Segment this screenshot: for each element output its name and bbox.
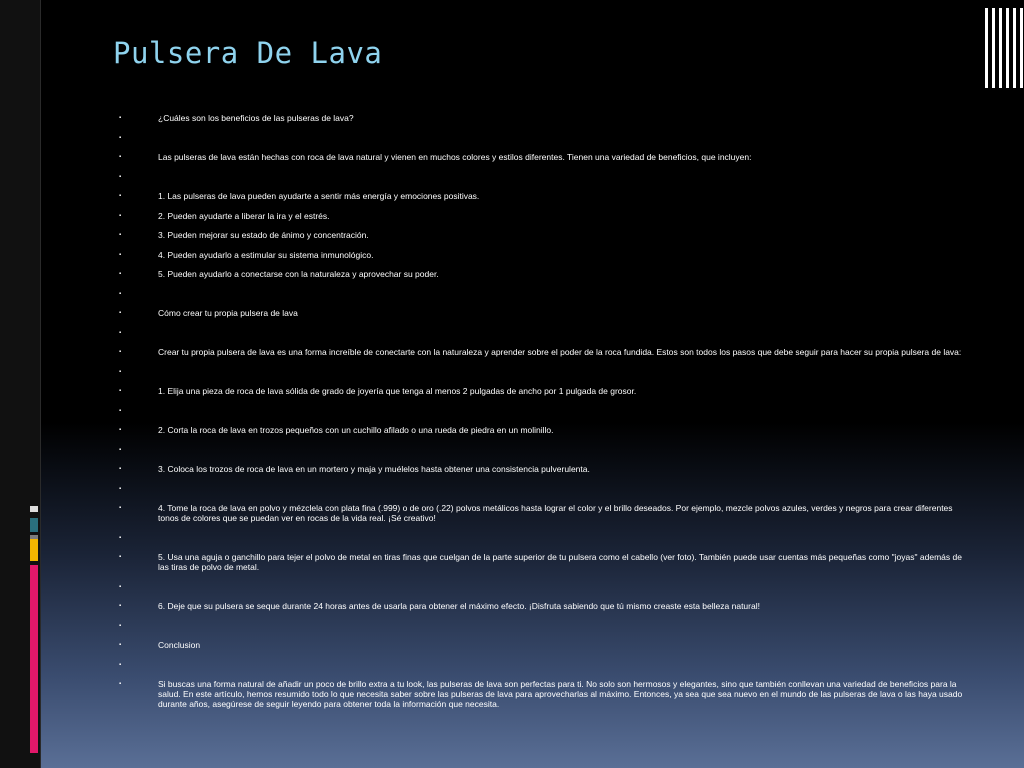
bullet-text: Si buscas una forma natural de añadir un poco de brillo extra a tu look, las pulseras de lava son perfectas para ti. No solo son hermosos y elegantes, sino que también conllevan una variedad de beneficios para la salud. En este artículo, hemos resumido todo lo que necesita saber sobre las pulseras de lava para aprovecharlas al máximo. Entonces, ya sea que sea nuevo en el mundo de las pulseras de lava o las haya usado durante años, asegúrese de seguir leyendo para obtener toda la información que necesita. — [158, 679, 963, 709]
bullet-icon: ▪ — [119, 388, 122, 394]
bullet-item — [114, 347, 966, 357]
bullet-icon: ▪ — [119, 485, 122, 492]
bullet-icon: ▪ — [119, 681, 122, 687]
bullet-item — [114, 445, 966, 455]
bullet-item — [114, 464, 966, 474]
bullet-icon: ▪ — [119, 310, 122, 316]
bullet-icon: ▪ — [119, 661, 122, 668]
bullet-icon: ▪ — [119, 642, 122, 648]
bullet-item — [114, 406, 966, 416]
bullet-item — [114, 640, 966, 650]
accent-stripe-yellow — [30, 539, 38, 561]
bullet-text: Cómo crear tu propia pulsera de lava — [158, 308, 298, 318]
bullet-icon: ▪ — [119, 622, 122, 629]
bullet-item — [114, 367, 966, 377]
bullet-icon: ▪ — [119, 251, 122, 258]
bullet-item — [114, 552, 966, 572]
bullet-item — [114, 191, 966, 201]
bullet-text: 4. Tome la roca de lava en polvo y mézclela con plata fina (.999) o de oro (.22) polvos metálicos hasta lograr el color y el brillo deseados. Por ejemplo, mezcle polvos azules, verdes y negros para crear diferentes tonos de colores que se puedan ver en rocas de la vida real. ¡Sé creativo! — [158, 503, 953, 523]
bullet-item — [114, 328, 966, 338]
bullet-item — [114, 503, 966, 523]
bullet-icon: ▪ — [119, 212, 122, 219]
left-decor-edge — [40, 0, 41, 768]
bullet-icon: ▪ — [119, 173, 122, 180]
bullet-text: Crear tu propia pulsera de lava es una forma increíble de conectarte con la naturaleza y aprender sobre el poder de la roca fundida. Estos son todos los pasos que debe seguir para hacer su propia pulsera de lava: — [158, 347, 962, 357]
bullet-text: 6. Deje que su pulsera se seque durante 24 horas antes de usarla para obtener el máximo efecto. ¡Disfruta sabiendo que tú mismo creaste esta belleza natural! — [158, 601, 760, 611]
bullet-icon: ▪ — [119, 193, 122, 199]
bullet-icon: ▪ — [119, 329, 122, 336]
bullet-icon: ▪ — [119, 290, 122, 297]
bullet-item — [114, 152, 966, 162]
bullet-icon: ▪ — [119, 349, 122, 355]
bullet-text: 5. Pueden ayudarlo a conectarse con la naturaleza y aprovechar su poder. — [158, 269, 439, 279]
bullet-item — [114, 679, 966, 709]
bullet-text: ¿Cuáles son los beneficios de las pulseras de lava? — [158, 113, 354, 123]
bullet-item — [114, 533, 966, 543]
bullet-item — [114, 386, 966, 396]
bullet-item — [114, 582, 966, 592]
bullet-item — [114, 621, 966, 631]
bullet-text: 3. Pueden mejorar su estado de ánimo y concentración. — [158, 230, 369, 240]
bullet-item — [114, 133, 966, 143]
bullet-text: 3. Coloca los trozos de roca de lava en un mortero y maja y muélelos hasta obtener una consistencia pulverulenta. — [158, 464, 590, 474]
bullet-item — [114, 484, 966, 494]
bullet-text: 5. Usa una aguja o ganchillo para tejer el polvo de metal en tiras finas que cuelgan de la parte superior de tu pulsera como el cabello (ver foto). También puede usar cuentas más pequeñas como "joyas" además de las tiras de polvo de metal. — [158, 552, 962, 572]
bullet-icon: ▪ — [119, 154, 122, 160]
accent-stripe-teal — [30, 518, 38, 532]
bullet-icon: ▪ — [119, 583, 122, 590]
bullet-icon: ▪ — [119, 534, 122, 541]
bullet-icon: ▪ — [119, 115, 122, 121]
bullet-item — [114, 230, 966, 240]
bullet-item — [114, 113, 966, 123]
bullet-text: 1. Elija una pieza de roca de lava sólida de grado de joyería que tenga al menos 2 pulgadas de ancho por 1 pulgada de grosor. — [158, 386, 637, 396]
bullet-item — [114, 660, 966, 670]
bullet-icon: ▪ — [119, 134, 122, 141]
bullet-text: Conclusion — [158, 640, 201, 650]
bullet-item — [114, 308, 966, 318]
bullet-item — [114, 250, 966, 260]
bullet-item — [114, 172, 966, 182]
bullet-icon: ▪ — [119, 446, 122, 453]
bullet-icon: ▪ — [119, 603, 122, 609]
bullet-item — [114, 601, 966, 611]
bullet-icon: ▪ — [119, 368, 122, 375]
decor-lines-icon — [984, 0, 1024, 100]
bullet-list — [114, 113, 966, 719]
bullet-text: Las pulseras de lava están hechas con roca de lava natural y vienen en muchos colores y estilos diferentes. Tienen una variedad de beneficios, que incluyen: — [158, 152, 752, 162]
bullet-item — [114, 425, 966, 435]
bullet-icon: ▪ — [119, 407, 122, 414]
bullet-icon: ▪ — [119, 505, 122, 511]
bullet-icon: ▪ — [119, 466, 122, 472]
bullet-item — [114, 211, 966, 221]
bullet-icon: ▪ — [119, 232, 122, 238]
bullet-text: 2. Corta la roca de lava en trozos pequeños con un cuchillo afilado o una rueda de piedra en un molinillo. — [158, 425, 554, 435]
bullet-icon: ▪ — [119, 271, 122, 277]
bullet-icon: ▪ — [119, 554, 122, 560]
accent-stripe-pink — [30, 565, 38, 753]
accent-stripe-white — [30, 506, 38, 512]
bullet-text: 1. Las pulseras de lava pueden ayudarte a sentir más energía y emociones positivas. — [158, 191, 480, 201]
bullet-icon: ▪ — [119, 427, 122, 433]
slide-title: Pulsera De Lava — [113, 36, 383, 70]
bullet-item — [114, 269, 966, 279]
bullet-item — [114, 289, 966, 299]
bullet-text: 4. Pueden ayudarlo a estimular su sistema inmunológico. — [158, 249, 374, 260]
bullet-text: 2. Pueden ayudarte a liberar la ira y el estrés. — [158, 210, 330, 221]
